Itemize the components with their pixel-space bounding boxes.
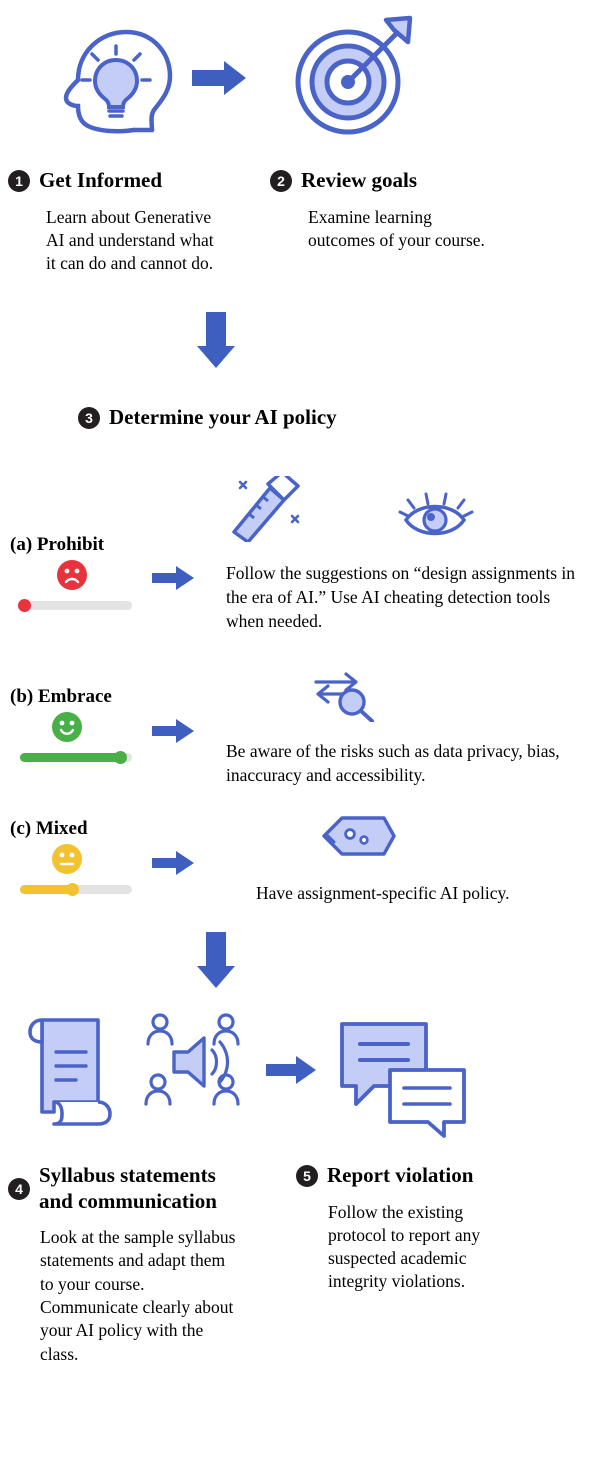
step-2-badge: 2: [270, 170, 292, 192]
step-3: [78, 405, 337, 431]
tag-label-icon: [316, 812, 400, 868]
step-4-body: Look at the sample syllabus statements and adapt them to your course. Communicate clearly about your AI policy with the class.: [40, 1227, 236, 1364]
sad-face-icon: [57, 560, 87, 590]
policy-b-label: (b) Embrace: [10, 686, 112, 707]
happy-face-icon: [52, 712, 82, 742]
step-1-badge: 1: [8, 170, 30, 192]
step-4-head: [8, 1163, 238, 1214]
step-4-title: Syllabus statements and communication: [39, 1163, 217, 1213]
ruler-pencil-icon: [222, 476, 312, 542]
step-1: [8, 168, 238, 275]
arrow-syllabus-to-report: [266, 1055, 320, 1085]
step-1-body: Learn about Generative AI and understand what it can do and cannot do.: [46, 206, 214, 274]
speech-bubbles-icon: [334, 1014, 474, 1138]
step-3-title: Determine your AI policy: [109, 405, 337, 429]
step-1-head: [8, 168, 238, 194]
slider-track-a[interactable]: [20, 601, 132, 610]
policy-a-label: (a) Prohibit: [10, 534, 105, 555]
arrow-step1-to-step3: [196, 310, 238, 372]
arrow-prohibit: [152, 565, 196, 591]
exchange-search-icon: [310, 666, 386, 722]
step-3-head: [78, 405, 337, 431]
step-2: [270, 168, 520, 252]
arrow-mixed: [152, 850, 196, 876]
target-dart-icon: [288, 10, 423, 140]
arrow-step1-to-step2: [190, 58, 252, 98]
slider-knob-c[interactable]: [66, 883, 79, 896]
step-5: [296, 1163, 546, 1294]
slider-fill-b: [20, 753, 124, 762]
neutral-face-icon: [52, 844, 82, 874]
step-1-title: Get Informed: [39, 168, 163, 192]
step-5-head: [296, 1163, 546, 1189]
announcement-people-icon: [138, 1008, 254, 1118]
policy-c-slider: [10, 844, 140, 902]
eye-icon: [396, 486, 482, 542]
step-2-head: [270, 168, 520, 194]
policy-c-label: (c) Mixed: [10, 818, 88, 839]
step-4: [8, 1163, 238, 1366]
policy-c-text: Have assignment-specific AI policy.: [256, 883, 510, 903]
lightbulb-head-icon: [48, 18, 178, 138]
step-4-badge: 4: [8, 1178, 30, 1200]
arrow-policy-to-syllabus: [196, 930, 238, 992]
scroll-document-icon: [20, 1010, 120, 1126]
policy-b-slider: [10, 712, 140, 768]
slider-knob-a[interactable]: [18, 599, 31, 612]
step-2-body: Examine learning outcomes of your course.: [308, 206, 485, 250]
policy-a-text: Follow the suggestions on “design assignments in the era of AI.” Use AI cheating detection tools when needed.: [226, 563, 576, 631]
step-3-badge: 3: [78, 407, 100, 429]
policy-b-text: Be aware of the risks such as data privacy, bias, inaccuracy and accessibility.: [226, 741, 560, 785]
policy-a-slider: [10, 560, 140, 616]
step-5-body: Follow the existing protocol to report any suspected academic integrity violations.: [328, 1201, 481, 1292]
arrow-embrace: [152, 718, 196, 744]
step-2-title: Review goals: [301, 168, 418, 192]
slider-knob-b[interactable]: [114, 751, 127, 764]
step-5-title: Report violation: [327, 1163, 474, 1187]
step-5-badge: 5: [296, 1165, 318, 1187]
